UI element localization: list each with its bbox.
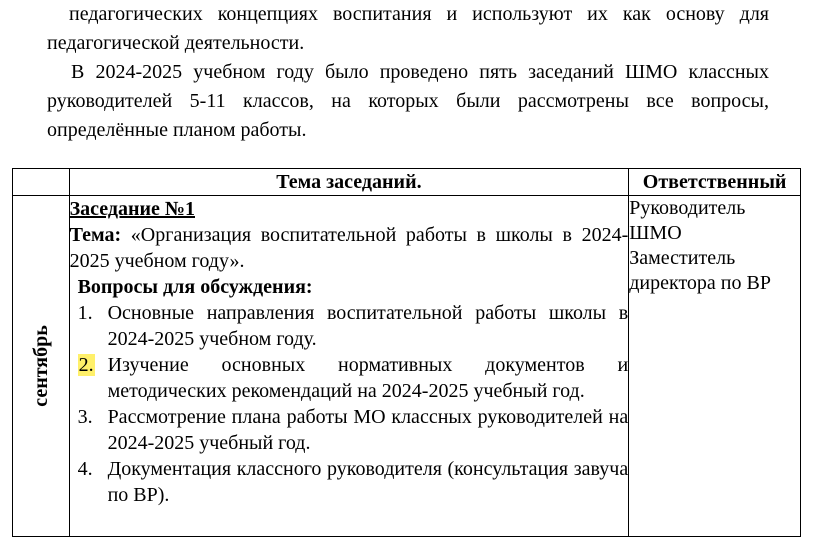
list-item (78, 300, 629, 352)
responsible-line: Руководитель (629, 197, 746, 219)
theme-label: Тема: (69, 224, 122, 246)
theme-text: «Организация воспитательной работы в школы в 2024-2025 учебном году». (69, 224, 629, 272)
topic-cell (69, 196, 629, 537)
meeting-theme (70, 222, 629, 274)
table-header-row (13, 169, 801, 196)
questions-list (70, 300, 629, 508)
list-item-text: Основные направления воспитательной работы школы в 2024-2025 учебном году. (107, 302, 629, 350)
list-number-highlighted: 2. (78, 354, 94, 376)
header-month (13, 169, 70, 196)
intro-paragraph-continued: педагогических концепциях воспитания и используют их как основу для педагогической деятельности. (47, 3, 769, 54)
list-number: 1. (77, 302, 93, 324)
responsible-line: ШМО (629, 222, 682, 244)
responsible-line: Заместитель (629, 247, 736, 269)
meetings-table (12, 168, 801, 537)
summary-paragraph: В 2024-2025 учебном году было проведено пять заседаний ШМО классных руководителей 5-11 классов, на которых были рассмотрены все вопросы, определённые планом работы. (47, 61, 769, 141)
month-label: сентябрь (29, 325, 52, 407)
list-item-text: Документация классного руководителя (консультация завуча по ВР). (107, 458, 629, 506)
list-item (78, 456, 629, 508)
list-item (78, 352, 629, 404)
responsible-line: директора по ВР (629, 272, 771, 294)
list-item-text: Рассмотрение плана работы МО классных руководителей на 2024-2025 учебный год. (107, 406, 629, 454)
questions-title: Вопросы для обсуждения: (77, 276, 313, 298)
list-number: 4. (77, 458, 93, 480)
meeting-title: Заседание №1 (69, 198, 195, 220)
list-item-text: Изучение основных нормативных документов и методических рекомендаций на 2024-2025 учебный год. (107, 354, 629, 402)
month-cell (13, 196, 70, 537)
table-row (13, 196, 801, 537)
list-number: 3. (77, 406, 93, 428)
header-topic: Тема заседаний. (69, 169, 629, 196)
header-responsible: Ответственный (629, 169, 801, 196)
responsible-cell (629, 196, 801, 537)
list-item (78, 404, 629, 456)
